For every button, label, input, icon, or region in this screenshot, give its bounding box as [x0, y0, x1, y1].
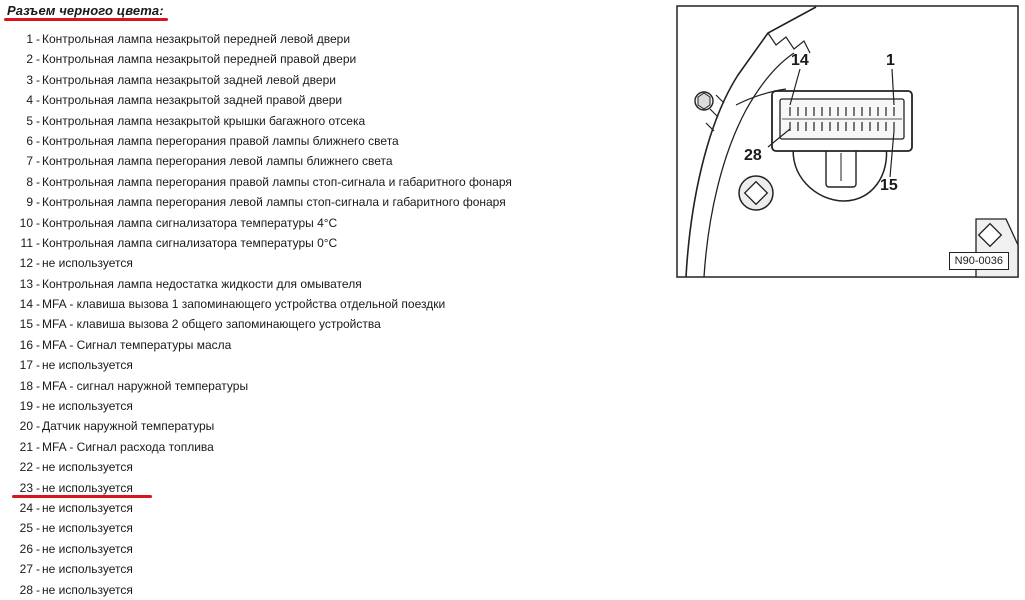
pin-number: 4: [26, 93, 33, 108]
pin-separator: -: [36, 32, 40, 46]
pin-number: 27: [19, 562, 33, 577]
pin-row: [0, 498, 512, 518]
pin-row: [0, 70, 512, 90]
pin-number: 23: [19, 480, 33, 495]
pin-number: 16: [19, 337, 33, 352]
pin-description: Контрольная лампа незакрытой задней левой двери: [42, 72, 336, 87]
heading-highlight-mark: [4, 18, 168, 21]
pin-row: [0, 580, 512, 600]
pin-description: Контрольная лампа незакрытой передней левой двери: [42, 32, 351, 46]
pin-row: [0, 539, 512, 559]
page-title: Разъем черного цвета:: [7, 3, 164, 18]
pin-description: Контрольная лампа недостатка жидкости для омывателя: [42, 276, 362, 291]
pin-description: Контрольная лампа сигнализатора температуры 4°C: [42, 215, 338, 230]
pin-description: Контрольная лампа незакрытой крышки багажного отсека: [42, 113, 366, 128]
pin-description: Контрольная лампа перегорания левой лампы стоп-сигнала и габаритного фонаря: [42, 195, 506, 210]
pin-row: [0, 111, 512, 131]
pin-separator: -: [36, 113, 40, 128]
pin-description: MFA - клавиша вызова 2 общего запоминающего устройства: [42, 317, 381, 332]
pin-number: 10: [19, 215, 33, 230]
pin-number: 1: [26, 32, 33, 46]
figure-reference-code: N90-0036: [949, 252, 1009, 270]
pin-separator: -: [36, 235, 40, 250]
pin-row: [0, 90, 512, 110]
pin-description: не используется: [42, 521, 133, 536]
pin-separator: -: [36, 133, 40, 148]
pin-separator: -: [36, 399, 40, 414]
pin-number: 7: [26, 154, 33, 169]
pin-number: 6: [26, 133, 33, 148]
pin-separator: -: [36, 480, 40, 495]
pin-separator: -: [36, 358, 40, 373]
callout-pin-1: 1: [886, 52, 895, 69]
pin-description: не используется: [42, 582, 133, 597]
pin-number: 20: [19, 419, 33, 434]
pin-description: Контрольная лампа перегорания правой лампы стоп-сигнала и габаритного фонаря: [42, 174, 512, 189]
pin-separator: -: [36, 174, 40, 189]
pin-separator: -: [36, 297, 40, 312]
pin-number: 9: [26, 195, 33, 210]
pin-description: Датчик наружной температуры: [42, 419, 215, 434]
pin-separator: -: [36, 154, 40, 169]
pin-description: MFA - Сигнал температуры масла: [42, 337, 232, 352]
pin-description: не используется: [42, 256, 133, 271]
pin-row: [0, 253, 512, 273]
pin-row: [0, 355, 512, 375]
pin-separator: -: [36, 215, 40, 230]
pin-number: 22: [19, 460, 33, 475]
pin-description: Контрольная лампа перегорания правой лампы ближнего света: [42, 133, 399, 148]
pin-separator: -: [36, 419, 40, 434]
pin-number: 13: [19, 276, 33, 291]
pin-row: [0, 559, 512, 579]
pin-description: не используется: [42, 358, 133, 373]
pin-assignment-list: [0, 29, 512, 600]
connector-diagram: [676, 5, 1019, 278]
pin-separator: -: [36, 541, 40, 556]
pin-separator: -: [36, 256, 40, 271]
pin-separator: -: [36, 195, 40, 210]
pin-description: не используется: [42, 460, 133, 475]
pin-description: MFA - Сигнал расхода топлива: [42, 439, 214, 454]
pin-number: 25: [19, 521, 33, 536]
pin-row: [0, 416, 512, 436]
pin-separator: -: [36, 562, 40, 577]
pin-separator: -: [36, 337, 40, 352]
callout-pin-15: 15: [880, 177, 898, 194]
pin-row: [0, 172, 512, 192]
pin-row: [0, 131, 512, 151]
pin-number: 17: [19, 358, 33, 373]
pin-number: 19: [19, 399, 33, 414]
pin-row: [0, 274, 512, 294]
pin-row: [0, 29, 512, 49]
pin-separator: -: [36, 317, 40, 332]
connector-illustration: [676, 5, 1019, 278]
pin-row: [0, 192, 512, 212]
pin-number: 24: [19, 500, 33, 515]
callout-pin-28: 28: [744, 147, 762, 164]
pin-number: 12: [19, 256, 33, 271]
pin-number: 14: [19, 297, 33, 312]
pin-number: 18: [19, 378, 33, 393]
pin-description: Контрольная лампа незакрытой задней правой двери: [42, 93, 343, 108]
pin-separator: -: [36, 439, 40, 454]
pin-separator: -: [36, 72, 40, 87]
pin-description: Контрольная лампа незакрытой передней правой двери: [42, 52, 357, 67]
pin-row: [0, 457, 512, 477]
pin-number: 11: [20, 235, 33, 250]
pin-row: [0, 396, 512, 416]
pin-description: MFA - клавиша вызова 1 запоминающего устройства отдельной поездки: [42, 297, 446, 312]
pin-separator: -: [36, 378, 40, 393]
pin-number: 2: [26, 52, 33, 67]
pin-separator: -: [36, 93, 40, 108]
pin-row: [0, 376, 512, 396]
pin-number: 15: [19, 317, 33, 332]
pin-row: [0, 49, 512, 69]
pin-separator: -: [36, 276, 40, 291]
pin-row: [0, 518, 512, 538]
pin-description: MFA - сигнал наружной температуры: [42, 378, 249, 393]
pin-description: Контрольная лампа перегорания левой лампы ближнего света: [42, 154, 393, 169]
callout-pin-14: 14: [791, 52, 809, 69]
pin-row: [0, 335, 512, 355]
pin-number: 8: [26, 174, 33, 189]
pin-description: не используется: [42, 480, 133, 495]
pin-description: не используется: [42, 500, 133, 515]
pin-number: 21: [19, 439, 33, 454]
pin-description: не используется: [42, 562, 133, 577]
pin-number: 28: [19, 582, 33, 597]
pin-row: [0, 233, 512, 253]
pin-separator: -: [36, 582, 40, 597]
pin-description: не используется: [42, 541, 133, 556]
row-highlight-mark: [12, 495, 152, 498]
pin-separator: -: [36, 460, 40, 475]
pin-separator: -: [36, 500, 40, 515]
pin-row: [0, 151, 512, 171]
pin-separator: -: [36, 52, 40, 67]
pin-description: не используется: [42, 399, 133, 414]
pin-number: 3: [26, 72, 33, 87]
pin-row: [0, 213, 512, 233]
pin-number: 26: [19, 541, 33, 556]
pin-description: Контрольная лампа сигнализатора температуры 0°C: [42, 235, 338, 250]
pin-row: [0, 437, 512, 457]
pin-row: [0, 314, 512, 334]
pin-row: [0, 294, 512, 314]
pin-number: 5: [26, 113, 33, 128]
pin-separator: -: [36, 521, 40, 536]
